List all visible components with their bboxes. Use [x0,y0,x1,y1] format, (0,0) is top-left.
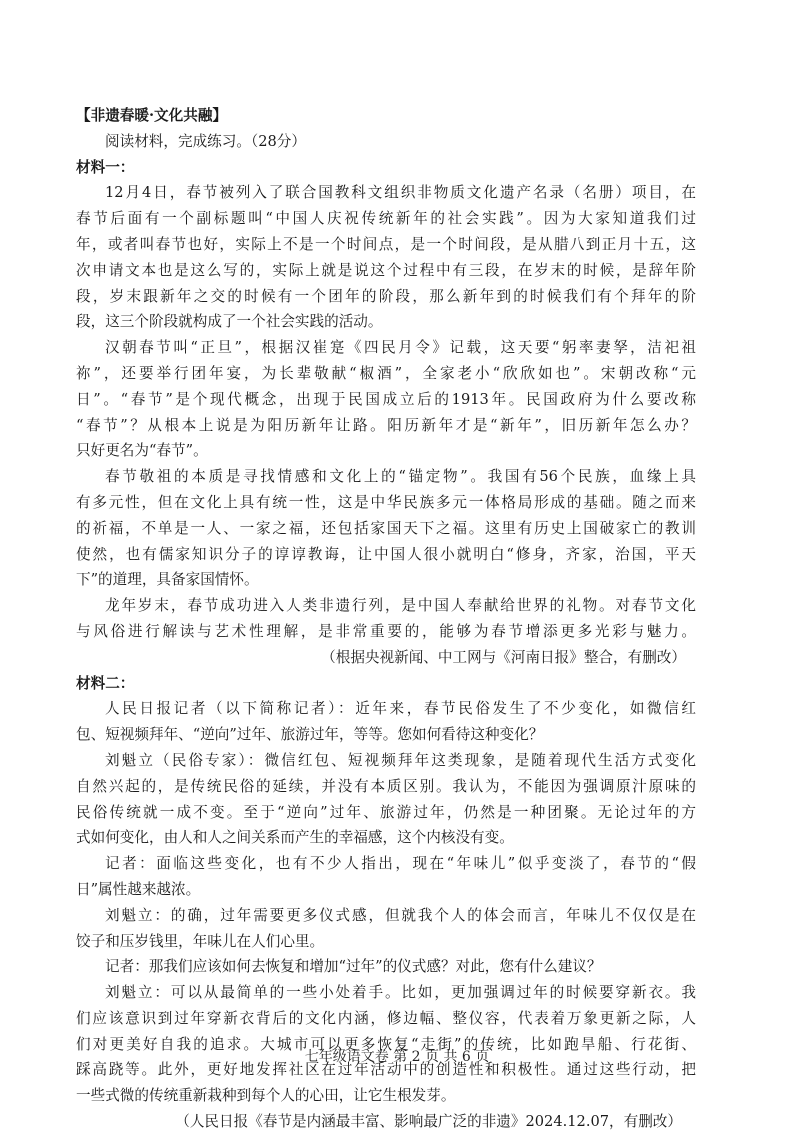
m1-line: “春节”？从根本上说是为阳历新年让路。阳历新年才是“新年”，旧历新年怎么办？ [76,416,696,434]
m1-line: 春节后面有一个副标题叫“中国人庆祝传统新年的社会实践”。因为大家知道我们过 [76,210,696,228]
m1-line: 下”的道理，具备家国情怀。 [76,571,259,589]
m2-line: 刘魁立：的确，过年需要更多仪式感，但就我个人的体会而言，年味儿不仅仅是在 [105,906,696,924]
material2-source: （人民日报《春节是内涵最丰富、影响最广泛的非遗》2024.12.07，有删改） [175,1113,682,1131]
m2-line: 日”属性越来越浓。 [76,880,201,898]
section-title: 【非遗春暖·文化共融】 [76,107,228,124]
m1-line: 年，或者叫春节也好，实际上不是一个时间点，是一个时间段，是从腊八到正月十五，这 [76,235,696,253]
material1-label: 材料一： [76,158,135,176]
m2-line: 记者：那我们应该如何去恢复和增加“过年”的仪式感？对此，您有什么建议？ [105,958,602,976]
m1-line: 的祈福，不单是一人、一家之福，还包括家国天下之福。这里有历史上国破家亡的教训 [76,519,696,537]
material1-source: （根据央视新闻、中工网与《河南日报》整合，有删改） [321,648,686,666]
m2-line: 一些式微的传统重新栽种到每个人的心田，让它生根发芽。 [76,1087,456,1105]
m2-line: 们应该意识到过年穿新衣背后的文化内涵，修边幅、整仪容，代表着万象更新之际，人 [76,1009,696,1027]
m1-line: 春节敬祖的本质是寻找情感和文化上的“锚定物”。我国有56个民族，血缘上具 [105,468,696,486]
m2-line: 人民日报记者（以下简称记者）：近年来，春节民俗发生了不少变化，如微信红 [105,700,696,718]
page-footer: 七年级语文卷 第 2 页 共 6 页 [304,1049,490,1065]
m2-line: 式如何变化，由人和人之间关系而产生的幸福感，这个内核没有变。 [76,829,514,847]
m2-line: 民俗传统就一成不变。至于“逆向”过年、旅游过年，仍然是一种团聚。无论过年的方 [76,803,696,821]
m1-line: 祢”，还要举行团年宴，为长辈敬献“椒酒”，全家老小“欣欣如也”。宋朝改称“元 [76,364,696,382]
m2-line: 刘魁立（民俗专家）：微信红包、短视频拜年这类现象，是随着现代生活方式变化 [105,751,696,769]
m1-line: 只好更名为“春节”。 [76,442,208,460]
m1-line: 龙年岁末，春节成功进入人类非遗行列，是中国人奉献给世界的礼物。对春节文化 [105,597,696,615]
m1-line: 段，这三个阶段就构成了一个社会实践的活动。 [76,313,383,331]
m1-line: 次申请文本也是这么写的，实际上就是说这个过程中有三段，在岁末的时候，是辞年阶 [76,261,696,279]
m2-line: 自然兴起的，是传统民俗的延续，并没有本质区别。我认为，不能因为强调原汁原味的 [76,777,696,795]
m1-line: 与风俗进行解读与艺术性理解，是非常重要的，能够为春节增添更多光彩与魅力。 [76,622,696,640]
instruction: 阅读材料，完成练习。（28分） [105,132,306,150]
m2-line: 记者：面临这些变化，也有不少人指出，现在“年味儿”似乎变淡了，春节的“假 [105,855,696,873]
m2-line: 踩高跷等。此外，更好地发挥社区在过年活动中的创造性和积极性。通过这些行动，把 [76,1061,696,1079]
m2-line: 们对更美好自我的追求。大城市可以更多恢复“走街”的传统，比如跑旱船、行花街、 [76,1035,696,1053]
m2-line: 包、短视频拜年、“逆向”过年、旅游过年，等等。您如何看待这种变化？ [76,726,544,744]
m1-line: 有多元性，但在文化上具有统一性，这是中华民族多元一体格局形成的基础。随之而来 [76,493,696,511]
m2-line: 刘魁立：可以从最简单的一些小处着手。比如，更加强调过年的时候要穿新衣。我 [105,984,696,1002]
m1-line: 汉朝春节叫“正旦”，根据汉崔寔《四民月令》记载，这天要“躬率妻孥，洁祀祖 [105,339,696,357]
m1-line: 使然，也有儒家知识分子的谆谆教诲，让中国人很小就明白“修身，齐家，治国，平天 [76,545,696,563]
m1-line: 段，岁末跟新年之交的时候有一个团年的阶段，那么新年到的时候我们有个拜年的阶 [76,287,696,305]
material2-label: 材料二： [76,674,135,692]
reading-passage [76,103,696,1135]
m1-line: 日”。“春节”是个现代概念，出现于民国成立后的1913年。民国政府为什么要改称 [76,390,696,408]
m2-line: 饺子和压岁钱里，年味儿在人们心里。 [76,932,325,950]
m1-line: 12月4日，春节被列入了联合国教科文组织非物质文化遗产名录（名册）项目，在 [105,184,696,202]
